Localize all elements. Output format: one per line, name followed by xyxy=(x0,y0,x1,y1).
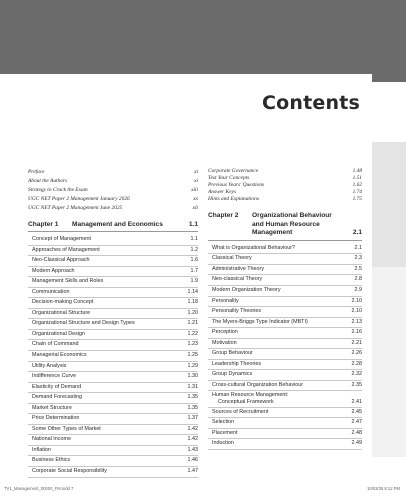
entry-label-line-1: Human Resource Management: xyxy=(212,392,289,399)
toc-entry[interactable] xyxy=(28,309,198,320)
toc-entry[interactable] xyxy=(208,439,362,450)
entry-page: 2.10 xyxy=(351,308,362,315)
entry-page: 1.35 xyxy=(187,394,198,401)
entry-label: UGC NET Paper 2 Management January 2026 xyxy=(28,196,130,202)
entry-page: 1.42 xyxy=(187,425,198,432)
chapter-1-entries xyxy=(28,235,198,478)
entry-page: 2.35 xyxy=(351,381,362,388)
entry-label: Market Structure xyxy=(32,404,72,411)
entry-label: Some Other Types of Market xyxy=(32,425,101,432)
entry-label-line-2: Conceptual Framework xyxy=(218,399,274,406)
page-title: Contents xyxy=(261,92,360,114)
toc-entry[interactable] xyxy=(208,360,362,371)
toc-entry[interactable] xyxy=(28,340,198,351)
entry-label: Chain of Command xyxy=(32,341,79,348)
entry-page: 2.1 xyxy=(354,244,362,251)
toc-entry[interactable] xyxy=(208,429,362,440)
toc-entry[interactable] xyxy=(208,391,362,407)
chapter-page: 2.1 xyxy=(352,229,362,237)
entry-label: Approaches of Management xyxy=(32,246,100,253)
toc-right-column xyxy=(208,168,362,450)
toc-entry[interactable] xyxy=(208,381,362,392)
toc-entry[interactable] xyxy=(208,349,362,360)
entry-label: Utility Analysis xyxy=(32,362,67,369)
entry-label: Answer Keys xyxy=(208,189,236,195)
entry-page: 2.28 xyxy=(351,360,362,367)
end-matter-item[interactable] xyxy=(208,182,362,189)
side-shade-block xyxy=(372,142,406,267)
toc-entry[interactable] xyxy=(28,288,198,299)
entry-label: Organizational Design xyxy=(32,330,86,337)
front-matter-item[interactable] xyxy=(28,195,198,204)
entry-label: Modern Approach xyxy=(32,267,75,274)
end-matter-item[interactable] xyxy=(208,189,362,196)
chapter-2-entries xyxy=(208,244,362,392)
entry-label: Group Dynamics xyxy=(212,371,253,378)
toc-entry[interactable] xyxy=(28,467,198,478)
chapter-number: Chapter 1 xyxy=(28,221,59,228)
entry-label: About the Authors xyxy=(28,178,68,184)
toc-entry[interactable] xyxy=(28,235,198,246)
toc-entry[interactable] xyxy=(28,298,198,309)
entry-label: Corporate Governance xyxy=(208,168,259,174)
entry-page: 1.23 xyxy=(187,341,198,348)
entry-label: Neo-classical Theory xyxy=(212,276,263,283)
toc-entry[interactable] xyxy=(28,425,198,436)
entry-page: 2.8 xyxy=(354,276,362,283)
toc-left-column xyxy=(28,168,198,478)
front-matter-item[interactable] xyxy=(28,177,198,186)
entry-label: The Myers-Briggs Type Indicator (MBTI) xyxy=(212,318,308,325)
toc-entry[interactable] xyxy=(208,275,362,286)
entry-label: Price Determination xyxy=(32,415,80,422)
entry-label: Decision-making Concept xyxy=(32,299,94,306)
footer-timestamp: 10/03/26 8:12 PM xyxy=(366,486,400,491)
toc-entry[interactable] xyxy=(208,254,362,265)
toc-entry[interactable] xyxy=(28,456,198,467)
entry-page: 2.32 xyxy=(351,371,362,378)
entry-label: Elasticity of Demand xyxy=(32,383,82,390)
entry-page: 1.47 xyxy=(187,468,198,475)
chapter-page: 1.1 xyxy=(188,221,198,228)
entry-label: UGC NET Paper 2 Management June 2025 xyxy=(28,205,123,211)
toc-entry[interactable] xyxy=(28,414,198,425)
entry-label: Induction xyxy=(212,440,234,447)
entry-label: Hints and Explanations xyxy=(208,196,259,202)
toc-entry[interactable] xyxy=(28,246,198,257)
chapter-2-heading[interactable] xyxy=(208,212,362,241)
entry-label: National Income xyxy=(32,436,71,443)
chapter-title: Management and Economics xyxy=(72,221,163,228)
toc-entry[interactable] xyxy=(28,393,198,404)
chapter-1-end-matter xyxy=(208,168,362,203)
entry-label: Sources of Recruitment xyxy=(212,408,269,415)
toc-entry[interactable] xyxy=(28,383,198,394)
toc-entry[interactable] xyxy=(28,319,198,330)
entry-page: 1.9 xyxy=(190,278,198,285)
entry-page: 2.45 xyxy=(351,408,362,415)
entry-page: 1.1 xyxy=(190,236,198,242)
entry-label: Motivation xyxy=(212,339,237,346)
entry-label: Organizational Structure xyxy=(32,309,91,316)
toc-entry[interactable] xyxy=(28,435,198,446)
entry-label: Selection xyxy=(212,419,235,426)
entry-label: Managerial Economics xyxy=(32,352,87,359)
entry-label: Perception xyxy=(212,329,238,336)
entry-page: 1.43 xyxy=(187,446,198,453)
entry-label: Communication xyxy=(32,288,70,295)
toc-entry[interactable] xyxy=(208,339,362,350)
entry-page: 1.21 xyxy=(187,320,198,327)
entry-page: 1.30 xyxy=(187,373,198,380)
toc-entry[interactable] xyxy=(28,330,198,341)
entry-page: 1.6 xyxy=(190,257,198,264)
entry-page: 2.41 xyxy=(351,399,362,406)
chapter-title-line-3: Management xyxy=(252,229,293,237)
entry-label: Corporate Social Responsibility xyxy=(32,468,107,475)
entry-page: 1.74 xyxy=(352,189,362,195)
entry-page: 2.9 xyxy=(354,286,362,293)
entry-page: xli xyxy=(192,205,198,211)
entry-page: 1.20 xyxy=(187,309,198,316)
toc-entry[interactable] xyxy=(208,418,362,429)
entry-page: 1.46 xyxy=(187,457,198,464)
entry-page: 1.2 xyxy=(190,246,198,253)
entry-label: Indifference Curve xyxy=(32,373,76,380)
entry-label: Previous Years' Questions xyxy=(208,182,265,188)
toc-entry[interactable] xyxy=(208,328,362,339)
chapter-title-line-2: and Human Resource xyxy=(252,220,320,228)
entry-page: 2.16 xyxy=(351,329,362,336)
entry-page: xiii xyxy=(191,187,198,193)
end-matter-item[interactable] xyxy=(208,168,362,175)
entry-page: 2.26 xyxy=(351,350,362,357)
entry-page: 1.62 xyxy=(352,182,362,188)
entry-label: Placement xyxy=(212,429,238,436)
entry-page: 1.14 xyxy=(187,288,198,295)
entry-page: 1.22 xyxy=(187,330,198,337)
entry-page: 2.10 xyxy=(351,297,362,304)
entry-page: 1.51 xyxy=(352,175,362,181)
entry-page: 1.31 xyxy=(187,383,198,390)
entry-label: Cross-cultural Organization Behaviour xyxy=(212,381,304,388)
entry-page: xx xyxy=(193,196,198,202)
toc-entry[interactable] xyxy=(208,297,362,308)
chapter-number: Chapter 2 xyxy=(208,212,239,219)
entry-label: Preface xyxy=(28,169,45,175)
entry-label: What is Organizational Behaviour? xyxy=(212,244,295,251)
toc-entry[interactable] xyxy=(28,277,198,288)
chapter-title-line-1: Organizational Behaviour xyxy=(252,212,332,219)
entry-page: 1.35 xyxy=(187,404,198,411)
entry-label: Inflation xyxy=(32,446,51,453)
entry-label: Organizational Structure and Design Types xyxy=(32,320,135,327)
front-matter-item[interactable] xyxy=(28,204,198,213)
toc-entry[interactable] xyxy=(208,244,362,255)
entry-label: Administrative Theory xyxy=(212,265,265,272)
entry-page: 1.29 xyxy=(187,362,198,369)
toc-entry[interactable] xyxy=(208,370,362,381)
toc-entry[interactable] xyxy=(28,267,198,278)
toc-entry[interactable] xyxy=(28,404,198,415)
entry-label: Business Ethics xyxy=(32,457,71,464)
entry-page: 1.48 xyxy=(352,168,362,174)
toc-entry[interactable] xyxy=(208,318,362,329)
entry-label: Demand Forecasting xyxy=(32,394,83,401)
entry-label: Group Behaviour xyxy=(212,350,253,357)
header-band xyxy=(0,0,406,74)
toc-entry[interactable] xyxy=(28,372,198,383)
entry-page: 1.42 xyxy=(187,436,198,443)
toc-entry[interactable] xyxy=(28,446,198,457)
entry-label: Test Your Concepts xyxy=(208,175,250,181)
entry-page: 1.7 xyxy=(190,267,198,274)
header-band-tab xyxy=(372,74,406,82)
side-shade-block-light xyxy=(372,267,406,457)
entry-label: Personality xyxy=(212,297,239,304)
entry-page: xi xyxy=(194,169,198,175)
toc-entry[interactable] xyxy=(208,307,362,318)
chapter-title xyxy=(252,212,353,238)
footer-file-name: TV1_Management_00000_FM.indd 7 xyxy=(4,486,74,491)
entry-label: Concept of Management xyxy=(32,236,92,242)
front-matter-list xyxy=(28,168,198,213)
toc-entry[interactable] xyxy=(208,265,362,276)
entry-page: 2.5 xyxy=(354,265,362,272)
entry-label: Modern Organization Theory xyxy=(212,286,281,293)
toc-entry[interactable] xyxy=(208,408,362,419)
entry-label: Personality Theories xyxy=(212,308,262,315)
entry-label: Neo-Classical Approach xyxy=(32,257,90,264)
toc-entry[interactable] xyxy=(208,286,362,297)
entry-label: Leadership Theories xyxy=(212,360,262,367)
entry-label: Strategy to Crack the Exam xyxy=(28,187,88,193)
entry-page: 2.48 xyxy=(351,429,362,436)
toc-entry[interactable] xyxy=(28,256,198,267)
entry-page: 2.13 xyxy=(351,318,362,325)
end-matter-item[interactable] xyxy=(208,175,362,182)
entry-page: 2.21 xyxy=(351,339,362,346)
entry-page: 1.37 xyxy=(187,415,198,422)
chapter-2-entries-continued xyxy=(208,408,362,450)
entry-label: Classical Theory xyxy=(212,255,252,262)
end-matter-item[interactable] xyxy=(208,196,362,203)
entry-page: 1.18 xyxy=(187,299,198,306)
front-matter-item[interactable] xyxy=(28,168,198,177)
entry-page: 1.25 xyxy=(187,352,198,359)
entry-page: 2.3 xyxy=(354,255,362,262)
chapter-1-heading[interactable] xyxy=(28,221,198,232)
toc-entry[interactable] xyxy=(28,362,198,373)
entry-page: 2.47 xyxy=(351,419,362,426)
entry-label xyxy=(208,392,352,405)
entry-page: xi xyxy=(194,178,198,184)
entry-page: 2.49 xyxy=(351,440,362,447)
entry-page: 1.75 xyxy=(352,196,362,202)
front-matter-item[interactable] xyxy=(28,186,198,195)
entry-label: Management Skills and Roles xyxy=(32,278,104,285)
toc-entry[interactable] xyxy=(28,351,198,362)
